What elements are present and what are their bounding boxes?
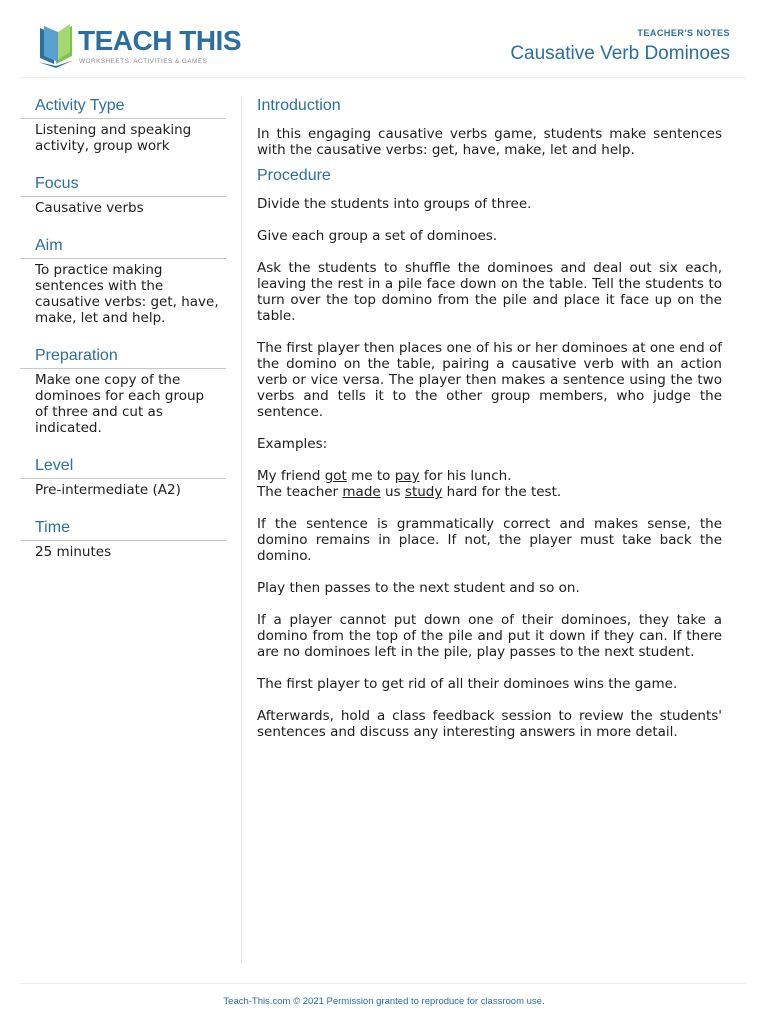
book-icon (36, 24, 76, 68)
sidebar-heading: Aim (35, 237, 63, 254)
examples-label: Examples: (257, 436, 328, 452)
action-verb: study (404, 484, 443, 500)
procedure-heading: Procedure (257, 167, 331, 184)
introduction-text: In this engaging causative verbs game, students make sentences with the causative verbs: get, have, make, let and help. (257, 126, 722, 158)
procedure-step: The first player then places one of his or her dominoes at one end of the domino on the table, pairing a causative verb with an action verb or vice versa. The player then makes a sentence using the two verbs and tells it to the other group members, who judge the sentence. (257, 340, 722, 420)
procedure-step: If a player cannot put down one of their dominoes, they take a domino from the top of the pile and put it down if they can. If there are no dominoes left in the pile, play passes to the next student. (257, 612, 722, 660)
sidebar-body: 25 minutes (35, 544, 112, 560)
sidebar-body: Make one copy of the dominoes for each group of three and cut as indicated. (35, 372, 205, 436)
document-title: Causative Verb Dominoes (510, 43, 730, 64)
sidebar-heading: Level (35, 457, 74, 474)
sidebar-body: Listening and speaking activity, group work (35, 122, 192, 154)
procedure-step: Afterwards, hold a class feedback session to review the students' sentences and discuss any interesting answers in more detail. (257, 708, 722, 740)
notes-label: TEACHER'S NOTES (637, 28, 730, 38)
procedure-step: If the sentence is grammatically correct and makes sense, the domino remains in place. If not, the player must take back the domino. (257, 516, 722, 564)
causative-verb: got (324, 468, 347, 484)
footer-copyright: Teach-This.com © 2021 Permission granted to reproduce for classroom use. (223, 996, 545, 1007)
procedure-step: The first player to get rid of all their dominoes wins the game. (257, 676, 678, 692)
header-divider (20, 77, 746, 78)
teach-this-logo[interactable] (36, 24, 241, 70)
sidebar (20, 94, 226, 578)
sidebar-section-activity-type (20, 94, 226, 154)
logo-text: TEACH THIS (78, 25, 241, 56)
main-content (257, 94, 722, 756)
sidebar-section-focus (20, 172, 226, 216)
causative-verb: made (342, 484, 381, 500)
sidebar-heading: Preparation (35, 347, 118, 364)
procedure-step: Ask the students to shuffle the dominoes and deal out six each, leaving the rest in a pile face down on the table. Tell the students to turn over the top domino from the pile and place it face up on the table. (257, 260, 722, 324)
sidebar-section-level (20, 454, 226, 498)
sidebar-body: Pre-intermediate (A2) (35, 482, 181, 498)
procedure-step: Play then passes to the next student and so on. (257, 580, 580, 596)
sidebar-heading: Activity Type (35, 97, 125, 114)
sidebar-section-aim (20, 234, 226, 326)
sidebar-body: Causative verbs (35, 200, 144, 216)
procedure-step: Give each group a set of dominoes. (257, 228, 498, 244)
sidebar-section-time (20, 516, 226, 560)
sidebar-section-preparation (20, 344, 226, 436)
sidebar-body: To practice making sentences with the causative verbs: get, have, make, let and help. (35, 262, 219, 326)
examples-block (257, 468, 722, 500)
sidebar-heading: Time (35, 519, 70, 536)
action-verb: pay (394, 468, 420, 484)
page-header (0, 0, 768, 78)
logo-tagline: WORKSHEETS, ACTIVITIES & GAMES (79, 58, 208, 65)
procedure-step: Divide the students into groups of three. (257, 196, 532, 212)
example-sentence: My friend got me to pay for his lunch. (257, 468, 512, 484)
footer-divider (20, 983, 746, 984)
column-divider (241, 97, 242, 963)
sidebar-heading: Focus (35, 175, 79, 192)
example-sentence: The teacher made us study hard for the test. (257, 484, 562, 500)
introduction-heading: Introduction (257, 97, 341, 114)
